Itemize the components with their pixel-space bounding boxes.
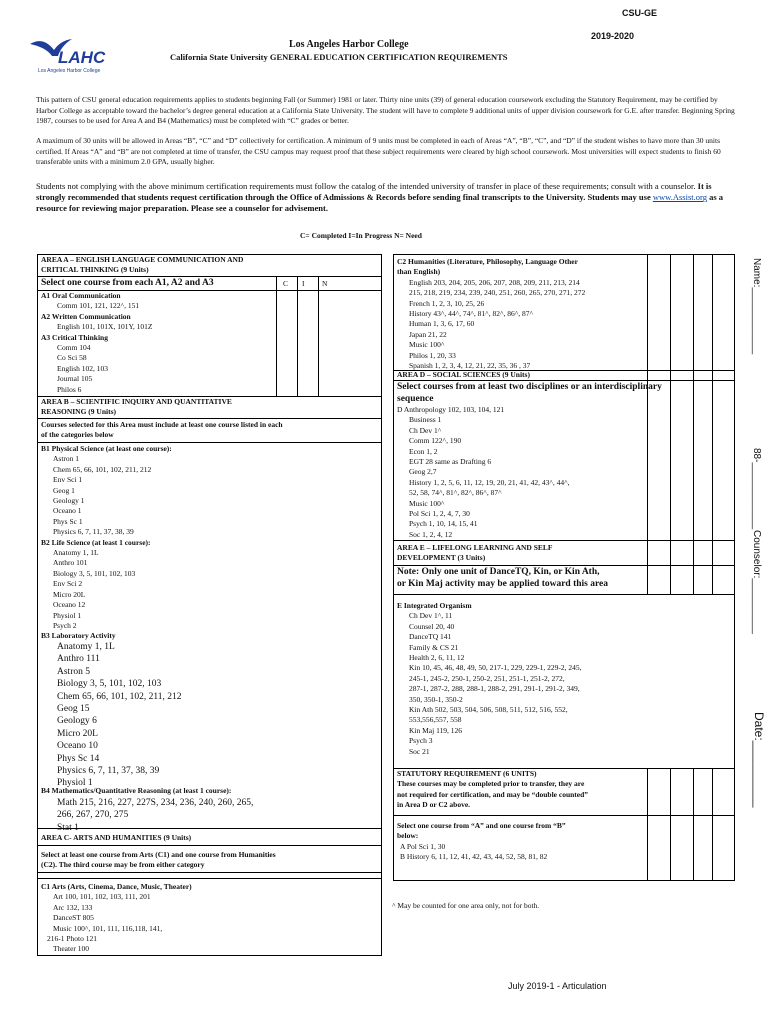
b-note-1: Courses selected for this Area must include at least one course listed in each [41,420,283,429]
c2-course: Philos 1, 20, 33 [409,350,456,360]
e-course: DanceTQ 141 [409,632,452,642]
c1-course: Arc 132, 133 [53,902,93,912]
d-course: Music 100^ [409,498,445,508]
c2-course: Human 1, 3, 6, 17, 60 [409,319,475,329]
p3-text-a: Students not complying with the above minimum certification requirements must follow the catalog of the intended university of transfer in place of these requirements; consult with a counselor. [36,181,696,191]
e-course: 245-1, 245-2, 250-1, 250-2, 251, 251-1, 251-2, 272, [409,673,565,683]
e-course: Kin 10, 45, 46, 48, 49, 50, 217-1, 229, 229-1, 229-2, 245, [409,663,582,673]
b3-course: Geog 15 [57,704,90,715]
d-course: History 1, 2, 5, 6, 11, 12, 19, 20, 21, 41, 42, 43^, 44^, [409,477,570,487]
c2-course: English 203, 204, 205, 206, 207, 208, 209, 211, 213, 214 [409,277,580,287]
c1-heading: C1 Arts (Arts, Cinema, Dance, Music, Theater) [41,882,192,891]
statutory-select-2: below: [397,831,419,841]
area-d-select [397,382,662,405]
p3-text-b: It is strongly recommended that students request certification through the Office of Admissions & Records before sending final transcripts to the University. Students may use [36,181,712,203]
a3-course: Co Sci 58 [57,353,87,363]
e-course: 350, 350-1, 350-2 [409,694,463,704]
c-note-2: (C2). The third course may be from either category [41,860,205,870]
a2-courses: English 101, 101X, 101Y, 101Z [57,322,153,332]
c1-course: DanceST 805 [53,913,94,923]
name-field: Name:____________ [751,258,762,355]
b2-course: Micro 20L [53,589,86,599]
e-course: Kin Ath 502, 503, 504, 506, 508, 511, 512, 516, 552, [409,705,568,715]
b1-course: Physics 6, 7, 11, 37, 38, 39 [53,527,134,537]
d-course: Pol Sci 1, 2, 4, 7, 30 [409,509,470,519]
intro-paragraph-1: This pattern of CSU general education requirements applies to students beginning Fall (or Summer) 1981 or later. Thirty nine units (39) of general education coursework excluding the Statutory Requirement, may be certified by Harbor College as acceptable toward the bachelor’s degree general education at a California State University. The student will have to complete 9 additional units of upper division coursework for G.E. after transfer. Beginning Spring 1987, courses to be used for Area A and B4 (Mathematics) must be completed with “C” grades or better. [36,95,735,125]
b4-course: 266, 267, 270, 275 [57,810,129,821]
c2-course: 215, 218, 219, 234, 239, 240, 251, 260, 265, 270, 271, 272 [409,288,586,298]
status-legend: C= Completed I=In Progress N= Need [300,231,422,240]
e-course: Kin Maj 119, 126 [409,725,463,735]
seagull-logo-icon [28,34,113,74]
c1-course: Art 100, 101, 102, 103, 111, 201 [53,892,151,902]
b4-course: Stat 1 [57,822,79,833]
b3-list [41,641,181,790]
statutory-select-1: Select one course from “A” and one course from “B” [397,821,566,830]
e-course: Psych 3 [409,736,433,746]
d-course: Econ 1, 2 [409,446,438,456]
area-a-title-1: AREA A – ENGLISH LANGUAGE COMMUNICATION AND [41,255,244,264]
b2-course: Oceano 12 [53,600,86,610]
footer-revision: July 2019-1 - Articulation [508,981,607,991]
intro-paragraph-2: A maximum of 30 units will be allowed in Areas “B”, “C” and “D” collectively for certification. A minimum of 9 units must be completed in each of Areas “A”, “B”, “C”, and “D” if the student wishes to have more than 30 units certified. If Areas “A” and “B” are not completed at time of transfer, the CSU campus may request proof that these subject requirements were cleared by high school coursework. Most universities will expect students to finish 60 transferable units with a minimum 2.0 GPA, usually higher. [36,136,721,166]
b4-heading: B4 Mathematics/Quantitative Reasoning (at least 1 course): [41,786,232,795]
b1-course: Chem 65, 66, 101, 102, 211, 212 [53,464,152,474]
d-select-1: Select courses from at least two disciplines or an interdisciplinary [397,382,662,392]
d-course: Business 1 [409,415,442,425]
a3-heading: A3 Critical Thinking [41,332,108,342]
c2-heading-2: than English) [397,267,441,277]
area-c-note [41,850,276,871]
area-b-note [41,420,283,441]
b3-course: Anthro 111 [57,654,100,665]
area-b-header [41,397,232,418]
e-course: Soc 21 [409,746,430,756]
b3-course: Phys Sc 14 [57,753,100,764]
b3-heading: B3 Laboratory Activity [41,631,116,641]
intro-paragraph-3 [36,181,736,215]
b4-list [41,797,253,834]
col-header-n: N [322,279,328,288]
b2-course: Biology 3, 5, 101, 102, 103 [53,568,136,578]
c2-course: French 1, 2, 3, 10, 25, 26 [409,298,485,308]
area-b-list [41,444,172,642]
e-course: 553,556,557, 558 [409,715,462,725]
b3-course: Micro 20L [57,728,98,739]
e-course: Family & CS 21 [409,642,459,652]
logo-wordmark: LAHC [58,48,106,67]
statutory-a: A Pol Sci 1, 30 [400,841,446,851]
statutory-note-2: not required for certification, and may be “double counted” [397,789,589,799]
c2-list [397,257,585,370]
b2-course: Anthro 101 [53,558,88,568]
b3-course: Biology 3, 5, 101, 102, 103 [57,679,162,690]
area-c-title: AREA C- ARTS AND HUMANITIES (9 Units) [41,833,192,842]
counselor-field: Counselor:__________ [751,530,762,634]
d-select-2: sequence [397,393,434,404]
b3-course: Geology 6 [57,716,97,727]
area-b-title-1: AREA B – SCIENTIFIC INQUIRY AND QUANTITATIVE [41,397,232,406]
d-course: Geog 2,7 [409,467,437,477]
c1-course: Music 100^, 101, 111, 116,118, 141, [53,923,163,933]
area-e-title-2: DEVELOPMENT (3 Units) [397,553,486,563]
b2-course: Physiol 1 [53,610,82,620]
d-course: Ch Dev 1^ [409,425,442,435]
statutory-b: B History 6, 11, 12, 41, 42, 43, 44, 52, 58, 81, 82 [400,852,548,862]
b4-course: Math 215, 216, 227, 227S, 234, 236, 240, 260, 265, [57,798,254,808]
document-title: California State University GENERAL EDUCATION CERTIFICATION REQUIREMENTS [170,52,508,62]
e-note-1: Note: Only one unit of DanceTQ, Kin, or Kin Ath, [397,567,600,577]
a3-course: English 102, 103 [57,363,109,373]
d-course: Psych 1, 10, 14, 15, 41 [409,519,478,529]
form-code: CSU-GE [622,8,658,18]
college-name: Los Angeles Harbor College [289,39,409,50]
b2-course: Env Sci 2 [53,579,83,589]
p3-text-c: as a resource for reviewing major preparation. Please see a counselor for advisement. [36,192,724,214]
b1-course: Astron 1 [53,454,80,464]
area-a-select: Select one course from each A1, A2 and A3 [41,278,214,288]
b1-course: Geog 1 [53,485,75,495]
academic-year: 2019-2020 [591,31,635,41]
area-a-title-2: CRITICAL THINKING (9 Units) [41,265,149,275]
lahc-logo [28,34,113,74]
b3-course: Oceano 10 [57,741,98,752]
d-course: Comm 122^, 190 [409,436,462,446]
statutory-options [397,821,566,863]
a2-heading: A2 Written Communication [41,311,131,321]
b2-course: Psych 2 [53,620,77,630]
c2-heading-1: C2 Humanities (Literature, Philosophy, Language Other [397,257,578,266]
statutory-note-3: in Area D or C2 above. [397,800,471,810]
e-course: 287-1, 287-2, 288, 288-1, 288-2, 291, 291-1, 291-2, 349, [409,684,580,694]
c1-course: 216-1 Photo 121 [47,934,98,944]
area-d-title: AREA D – SOCIAL SCIENCES (9 Units) [397,370,530,379]
assist-link[interactable]: www.Assist.org [652,192,707,203]
b3-course: Physiol 1 [57,778,93,789]
b1-course: Oceano 1 [53,506,82,516]
d-course: Soc 1, 2, 4, 12 [409,529,453,539]
c2-course: History 43^, 44^, 74^, 81^, 82^, 86^, 87^ [409,309,534,319]
b3-course: Astron 5 [57,666,90,677]
id-field: 88-____________ [751,448,762,530]
d-course: EGT 28 same as Drafting 6 [409,457,492,467]
area-e-header [397,543,552,564]
b1-course: Geology 1 [53,496,85,506]
b2-course: Anatomy 1, 1L [53,548,99,558]
col-header-i: I [302,279,305,288]
area-e-list [397,601,582,757]
area-e-note [397,566,608,590]
c1-list [41,882,192,955]
e-course: Counsel 20, 40 [409,621,455,631]
a3-course: Comm 104 [57,343,91,353]
statutory-title: STATUTORY REQUIREMENT (6 UNITS) [397,769,537,778]
logo-subtitle: Los Angeles Harbor College [38,68,101,74]
area-d-list [397,405,570,540]
d-course: 52, 58, 74^, 81^, 82^, 86^, 87^ [409,488,502,498]
b3-course: Anatomy 1, 1L [57,642,115,652]
e-note-2: or Kin Maj activity may be applied toward this area [397,579,609,589]
area-a-list [41,291,153,395]
area-e-title-1: AREA E – LIFELONG LEARNING AND SELF [397,543,553,552]
b1-course: Env Sci 1 [53,475,83,485]
c2-course: Japan 21, 22 [409,329,447,339]
footnote: ^ May be counted for one area only, not for both. [392,901,540,910]
b1-course: Phys Sc 1 [53,516,83,526]
date-field: Date:__________ [752,712,766,808]
b2-heading: B2 Life Science (at least 1 course): [41,537,151,547]
d-first-course: D Anthropology 102, 103, 104, 121 [397,405,505,414]
b-note-2: of the categories below [41,430,114,440]
a1-heading: A1 Oral Communication [41,291,121,300]
a3-course: Journal 105 [57,374,93,384]
b3-course: Chem 65, 66, 101, 102, 211, 212 [57,691,182,702]
area-b-title-2: REASONING (9 Units) [41,407,117,417]
statutory-note-1: These courses may be completed prior to transfer, they are [397,779,585,789]
c2-course: Music 100^ [409,340,445,350]
b1-heading: B1 Physical Science (at least one course): [41,444,172,453]
c1-course: Theater 100 [53,944,90,954]
c2-course: Spanish 1, 2, 3, 4, 12, 21, 22, 35, 36 , 37 [409,361,531,371]
statutory-header [397,769,588,811]
c-note-1: Select at least one course from Arts (C1) and one course from Humanities [41,850,276,859]
col-header-c: C [283,279,289,288]
e-course: Health 2, 6, 11, 12 [409,653,465,663]
e-course: Ch Dev 1^, 11 [409,611,453,621]
b3-course: Physics 6, 7, 11, 37, 38, 39 [57,766,160,777]
a1-courses: Comm 101, 121, 122^, 151 [57,301,140,311]
area-a-header [41,255,243,276]
e-heading: E Integrated Organism [397,601,472,610]
a3-course: Philos 6 [57,384,82,394]
